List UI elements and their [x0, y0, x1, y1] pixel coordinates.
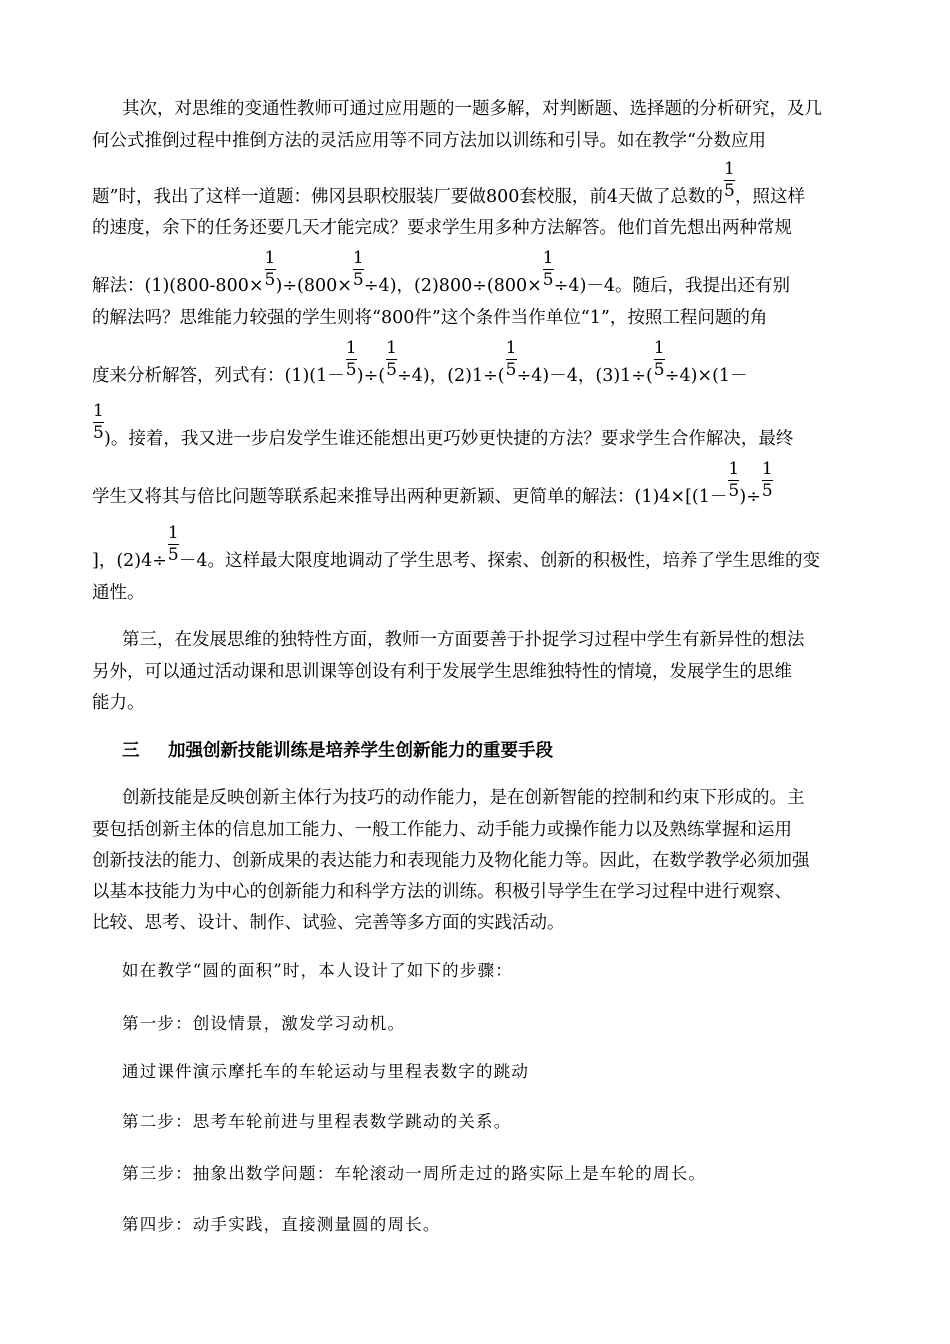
- para2-line3: 能力。: [92, 693, 145, 713]
- step-one-detail: 通过课件演示摩托车的车轮运动与里程表数字的跳动: [122, 1062, 530, 1081]
- fraction-denominator: 5: [542, 270, 554, 290]
- fraction-numerator: 1: [386, 338, 397, 358]
- para3-line5: 比较、思考、设计、制作、试验、完善等多方面的实践活动。: [92, 913, 565, 933]
- para2-line2: 另外，可以通过活动课和思训课等创设有利于发展学生思维独特性的情境，发展学生的思维: [92, 662, 792, 682]
- text-run: －4。这样最大限度地调动了学生思考、探索、创新的积极性，培养了学生思维的变: [178, 551, 821, 571]
- fraction-numerator: 1: [167, 523, 179, 543]
- step-one: 第一步：创设情景，激发学习动机。: [122, 1014, 406, 1033]
- fraction-numerator: 1: [264, 248, 276, 268]
- fraction-one-fifth: [352, 248, 364, 297]
- para1-line10: [92, 523, 821, 572]
- para3-line2: 要包括创新主体的信息加工能力、一般工作能力、动手能力或操作能力以及熟练掌握和运用: [92, 820, 792, 840]
- fraction-one-fifth: [264, 248, 276, 297]
- fraction-one-fifth: [723, 159, 735, 208]
- fraction-denominator: 5: [93, 423, 104, 443]
- fraction-numerator: 1: [723, 159, 735, 179]
- para1-line3: [92, 159, 805, 208]
- para3-line1: 创新技能是反映创新主体行为技巧的动作能力，是在创新智能的控制和约束下形成的。主: [122, 788, 805, 808]
- text-run: ÷4)，(2)1÷(: [397, 366, 505, 386]
- fraction-denominator: 5: [264, 270, 276, 290]
- para2-line1: 第三，在发展思维的独特性方面，教师一方面要善于扑捉学习过程中学生有新异性的想法: [122, 630, 805, 650]
- fraction-numerator: 1: [93, 401, 104, 421]
- para3-line3: 创新技法的能力、创新成果的表达能力和表现能力及物化能力等。因此，在数学教学必须加强: [92, 851, 810, 871]
- fraction-numerator: 1: [345, 338, 357, 358]
- text-run: )÷: [739, 487, 761, 507]
- step-three: 第三步：抽象出数学问题：车轮滚动一周所走过的路实际上是车轮的周长。: [122, 1164, 707, 1183]
- step-two: 第二步：思考车轮前进与里程表数学跳动的关系。: [122, 1112, 512, 1131]
- text-run: 学生又将其与倍比问题等联系起来推导出两种更新颖、更简单的解法：(1)4×[(1－: [92, 487, 728, 507]
- para3-line4: 以基本技能力为中心的创新能力和科学方法的训练。积极引导学生在学习过程中进行观察、: [92, 882, 792, 902]
- fraction-numerator: 1: [728, 459, 740, 479]
- para1-line8: [92, 401, 794, 450]
- para1-line4: 的速度，余下的任务还要几天才能完成？要求学生用多种方法解答。他们首先想出两种常规: [92, 218, 792, 238]
- fraction-one-fifth: [385, 338, 397, 387]
- fraction-denominator: 5: [653, 360, 665, 380]
- fraction-denominator: 5: [345, 360, 357, 380]
- fraction-one-fifth: [167, 523, 179, 572]
- para1-line9: [92, 459, 773, 508]
- fraction-denominator: 5: [167, 545, 179, 565]
- fraction-numerator: 1: [761, 459, 773, 479]
- fraction-one-fifth: [542, 248, 554, 297]
- text-run: ÷4)，(2)800÷(800×: [363, 276, 542, 296]
- fraction-one-fifth: [761, 459, 773, 508]
- fraction-denominator: 5: [761, 481, 773, 501]
- text-run: )。接着，我又进一步启发学生谁还能想出更巧妙更快捷的方法？要求学生合作解决，最终: [104, 429, 794, 449]
- fraction-one-fifth: [505, 338, 517, 387]
- fraction-one-fifth: [345, 338, 357, 387]
- text-run: 度来分析解答，列式有：(1)(1－: [92, 366, 345, 386]
- fraction-numerator: 1: [352, 248, 364, 268]
- fraction-denominator: 5: [723, 181, 735, 201]
- para1-line6: 的解法吗？思维能力较强的学生则将“800件”这个条件当作单位“1”，按照工程问题的角: [92, 308, 768, 328]
- fraction-one-fifth: [727, 459, 740, 508]
- text-run: )÷(: [356, 366, 386, 386]
- text-run: ÷4)－4，(3)1÷(: [516, 366, 653, 386]
- para1-line7: [92, 338, 748, 387]
- fraction-denominator: 5: [352, 270, 364, 290]
- fraction-denominator: 5: [728, 481, 740, 501]
- para1-line1: 其次，对思维的变通性教师可通过应用题的一题多解，对判断题、选择题的分析研究，及几: [122, 99, 822, 119]
- fraction-one-fifth: [92, 401, 104, 450]
- fraction-numerator: 1: [653, 338, 665, 358]
- para1-line2: 何公式推倒过程中推倒方法的灵活应用等不同方法加以训练和引导。如在教学“分数应用: [92, 131, 766, 151]
- step-four: 第四步：动手实践，直接测量圆的周长。: [122, 1215, 441, 1234]
- section-title: 加强创新技能训练是培养学生创新能力的重要手段: [168, 741, 553, 761]
- fraction-one-fifth: [653, 338, 665, 387]
- text-run: ]，(2)4÷: [92, 551, 167, 571]
- text-run: 题”时，我出了这样一道题：佛冈县职校服装厂要做800套校服，前4天做了总数的: [92, 187, 723, 207]
- section-number: 三: [122, 741, 140, 761]
- para1-line5: [92, 248, 791, 297]
- fraction-denominator: 5: [386, 360, 397, 380]
- fraction-denominator: 5: [505, 360, 517, 380]
- text-run: ，照这样: [734, 187, 805, 207]
- text-run: )÷(800×: [275, 276, 352, 296]
- section-heading: [122, 740, 553, 762]
- fraction-numerator: 1: [505, 338, 517, 358]
- text-run: 解法：(1)(800-800×: [92, 276, 264, 296]
- text-run: ÷4)×(1－: [664, 366, 748, 386]
- steps-intro: 如在教学“圆的面积”时，本人设计了如下的步骤：: [122, 961, 513, 980]
- para1-line11: 通性。: [92, 583, 145, 603]
- text-run: ÷4)－4。随后，我提出还有别: [553, 276, 791, 296]
- fraction-numerator: 1: [542, 248, 554, 268]
